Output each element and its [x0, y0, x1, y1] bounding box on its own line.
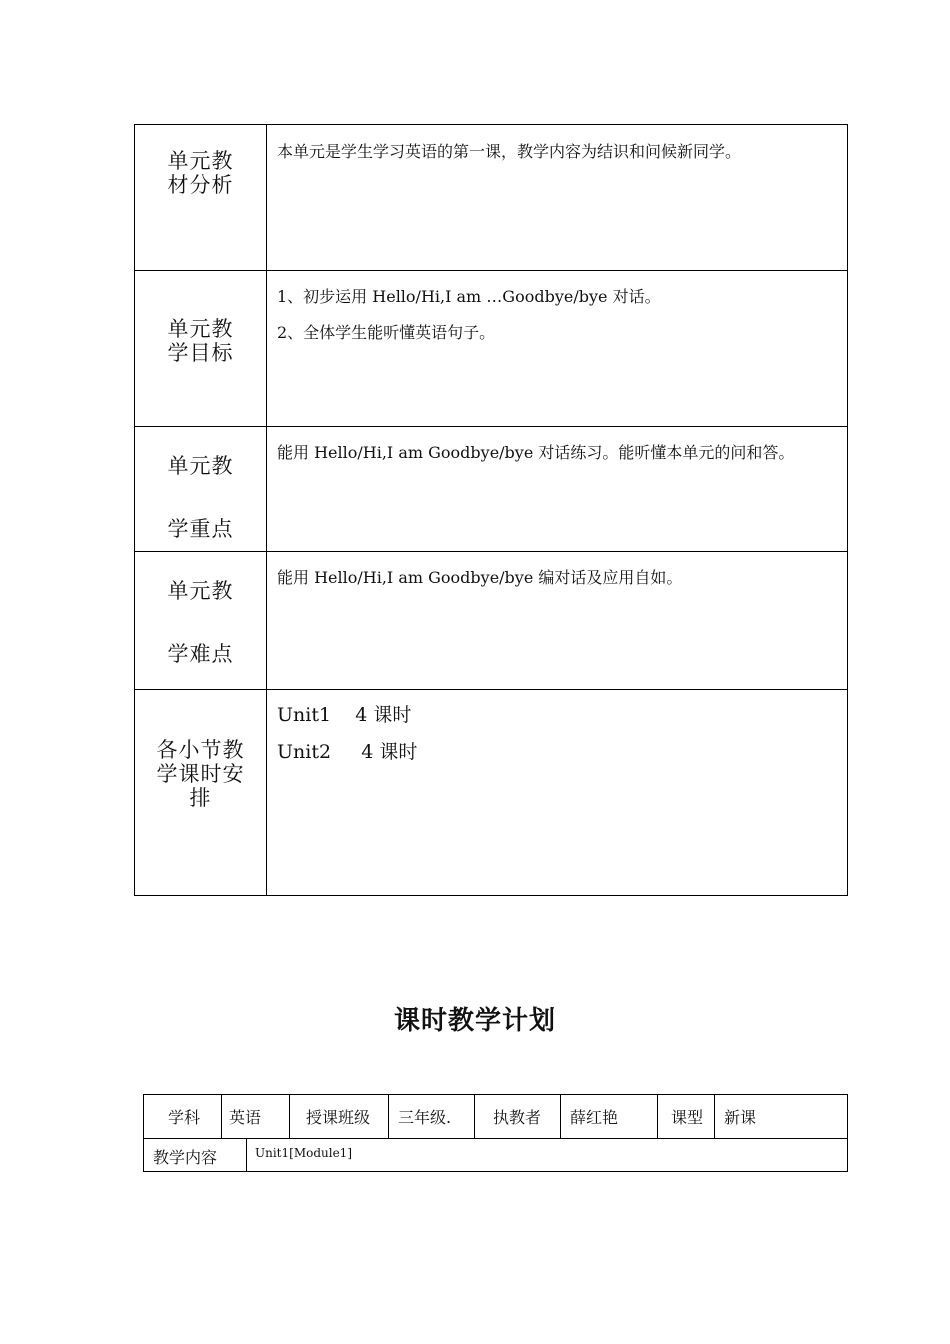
unit-row-material-analysis	[135, 125, 847, 270]
row-label-line: 学目标	[167, 341, 234, 365]
content-text: 能用 Hello/Hi,I am Goodbye/bye 对话练习。能听懂本单元的问和答。	[277, 443, 795, 462]
row-label-line: 材分析	[167, 173, 234, 197]
row-label-line: 单元教	[167, 454, 234, 478]
unit-row-key-points	[135, 426, 847, 551]
subject-label: 学科	[144, 1095, 222, 1138]
unit-row-teaching-goals	[135, 270, 847, 426]
lesson-type-value: 新课	[724, 1108, 757, 1127]
row-label-line: 单元教	[167, 579, 234, 603]
lesson-content-row	[144, 1138, 847, 1171]
page-title: 课时教学计划	[393, 1006, 556, 1036]
row-label	[135, 427, 267, 551]
row-label-line: 各小节教	[156, 738, 245, 762]
row-content	[267, 271, 847, 426]
row-label-line: 学重点	[167, 517, 234, 541]
row-content	[267, 552, 847, 689]
row-label	[135, 552, 267, 689]
subject-value: 英语	[222, 1095, 290, 1138]
lesson-info-row	[144, 1095, 847, 1138]
row-content	[267, 690, 847, 895]
row-label	[135, 271, 267, 426]
unit-row-schedule	[135, 689, 847, 895]
content-label: 教学内容	[144, 1139, 247, 1171]
content-text: 能用 Hello/Hi,I am Goodbye/bye 编对话及应用自如。	[277, 568, 683, 587]
content-value: Unit1[Module1]	[255, 1146, 352, 1160]
row-label-line: 学难点	[167, 642, 234, 666]
unit-plan-table	[134, 124, 848, 896]
content-text: Unit1 4 课时	[277, 704, 412, 726]
teacher-label: 执教者	[475, 1095, 561, 1138]
row-label	[135, 690, 267, 895]
content-text: 1、初步运用 Hello/Hi,I am …Goodbye/bye 对话。	[277, 287, 661, 306]
class-value: 三年级.	[389, 1095, 475, 1138]
row-label-line: 单元教	[167, 149, 234, 173]
unit-row-difficulties	[135, 551, 847, 689]
content-text: 本单元是学生学习英语的第一课，教学内容为结识和问候新同学。	[277, 142, 742, 161]
row-label-line: 学课时安	[156, 762, 245, 786]
row-label	[135, 125, 267, 270]
lesson-plan-table	[143, 1094, 848, 1172]
class-label: 授课班级	[290, 1095, 389, 1138]
row-label-line: 排	[189, 786, 212, 810]
lesson-type-label: 课型	[658, 1095, 715, 1138]
teacher-value: 薛红艳	[561, 1095, 658, 1138]
content-text: Unit2 4 课时	[277, 741, 418, 763]
content-text: 2、全体学生能听懂英语句子。	[277, 323, 496, 342]
row-label-line: 单元教	[167, 317, 234, 341]
row-content	[267, 125, 847, 270]
row-content	[267, 427, 847, 551]
